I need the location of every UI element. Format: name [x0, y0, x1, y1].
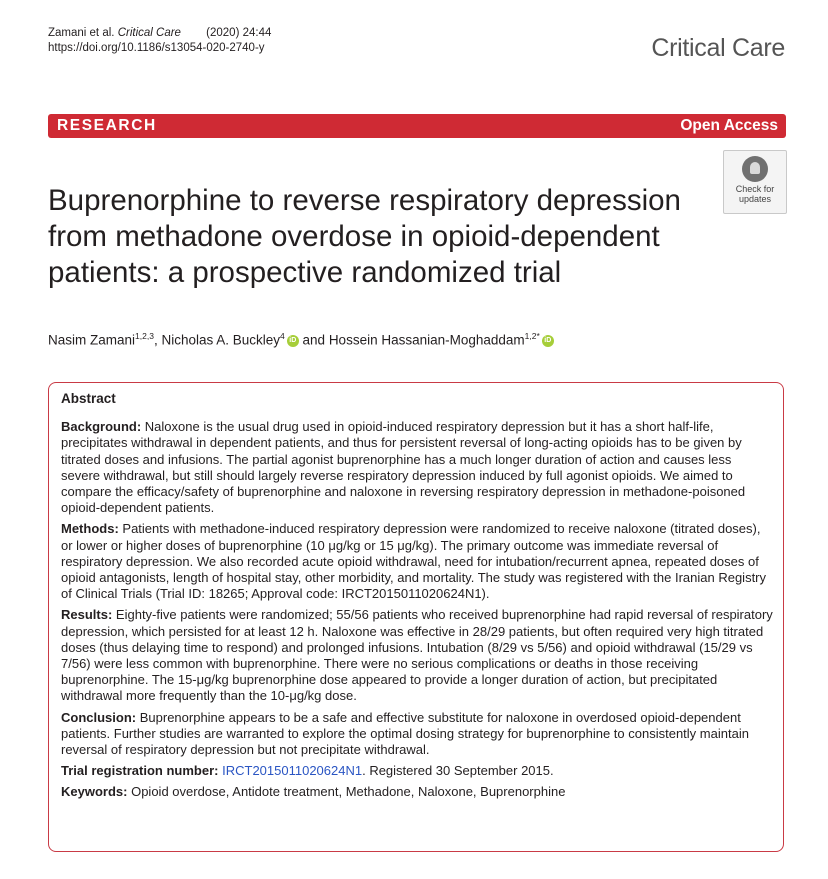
abstract-box: [48, 382, 784, 852]
abstract-methods: [61, 521, 773, 602]
journal-logo: Critical Care: [651, 34, 785, 62]
section-label: Trial registration number:: [61, 763, 219, 779]
section-label: Results:: [61, 607, 113, 623]
author-conjunction: and: [302, 332, 326, 348]
article-title: Buprenorphine to reverse respiratory depression from methadone overdose in opioid-dependent patients: a prospective randomized trial: [48, 183, 681, 289]
author-name[interactable]: Nasim Zamani: [48, 332, 136, 348]
article-type-label: RESEARCH: [57, 117, 157, 134]
author-list: Nasim Zamani$^{1,2,3}$, Nicholas A. Buckley$^4$ iD and Hossein Hassanian-Moghaddam$^{1,2*}$ iD: [48, 331, 554, 348]
citation-header: [48, 26, 271, 56]
section-text: Eighty-five patients were randomized; 55/56 patients who received buprenorphine had rapid reversal of respiratory depression, which persisted for at least 12 h. Naloxone was effective in 28/29 patients, but often required very high titrated doses (thus delaying time to respond) and prolonged infusions. Intubation (8/29 vs 5/56) and opioid withdrawal (15/29 vs 7/56) were less common with buprenorphine. There were no serious complications or deaths in those receiving buprenorphine. The 15-μg/kg buprenorphine dose appeared to provide a longer duration of action, but precipitated withdrawal more frequently than the 10-μg/kg dose.: [61, 607, 773, 704]
section-text: Buprenorphine appears to be a safe and effective substitute for naloxone in overdosed opioid-dependent patients. Further studies are warranted to explore the optimal dosing strategy for buprenorphine to consistently maintain reversal of respiratory depression but not precipitate withdrawal.: [61, 709, 749, 758]
section-label: Background:: [61, 419, 142, 435]
orcid-icon[interactable]: iD: [542, 335, 554, 347]
orcid-icon[interactable]: iD: [287, 335, 299, 347]
check-for-updates-badge[interactable]: [723, 150, 787, 214]
abstract-results: [61, 607, 773, 704]
keywords-text: Opioid overdose, Antidote treatment, Methadone, Naloxone, Buprenorphine: [131, 784, 566, 800]
keywords: [61, 784, 773, 800]
author-name[interactable]: Nicholas A. Buckley: [161, 332, 281, 348]
section-text: Naloxone is the usual drug used in opioid-induced respiratory depression but it has a short half-life, precipitates withdrawal in dependent patients, and thus for persistent reversal of long-acting opioids has to be given by titrated doses and infusions. The partial agonist buprenorphine has a much longer duration of action and causes less severe withdrawal, but still should largely reverse respiratory depression induced by full agonist opioids. We aimed to compare the efficacy/safety of buprenorphine and naloxone in reversing respiratory depression in methadone-poisoned opioid-dependent patients.: [61, 419, 746, 516]
abstract-conclusion: [61, 710, 773, 759]
check-updates-line2: updates: [738, 194, 772, 204]
citation-authors: Zamani et al.: [48, 27, 115, 39]
abstract-heading: Abstract: [61, 391, 116, 406]
check-updates-line1: Check for: [735, 184, 775, 194]
check-updates-icon: [742, 156, 768, 182]
trial-registration-link[interactable]: IRCT2015011020624N1: [222, 763, 363, 779]
trial-registration-date: . Registered 30 September 2015.: [362, 763, 554, 779]
abstract-background: [61, 419, 773, 516]
author-name[interactable]: Hossein Hassanian-Moghaddam: [328, 332, 525, 348]
doi-link[interactable]: https://doi.org/10.1186/s13054-020-2740-y: [48, 42, 265, 54]
citation-line: [48, 26, 271, 41]
section-label: Conclusion:: [61, 709, 137, 725]
trial-registration: [61, 763, 773, 779]
citation-year: (2020) 24:44: [206, 27, 272, 39]
section-label: Keywords:: [61, 784, 128, 800]
author-affiliation: 1,2*: [524, 331, 540, 341]
author-affiliation: 1,2,3: [135, 331, 154, 341]
citation-journal: Critical Care: [117, 27, 181, 39]
section-label: Methods:: [61, 521, 119, 537]
author-affiliation: 4: [280, 331, 285, 341]
open-access-label: Open Access: [680, 117, 778, 134]
article-type-bar: [48, 114, 786, 138]
section-text: Patients with methadone-induced respiratory depression were randomized to receive naloxone (titrated doses), or lower or higher doses of buprenorphine (10 μg/kg or 15 μg/kg). The primary outcome was immediate reversal of respiratory depression. We also recorded acute opioid withdrawal, need for intubation/recurrent apnea, repeated doses of opioid antagonists, length of hospital stay, other morbidity, and mortality. The study was registered with the Iranian Registry of Clinical Trials (Trial ID: 18265; Approval code: IRCT2015011020624N1).: [61, 521, 767, 602]
